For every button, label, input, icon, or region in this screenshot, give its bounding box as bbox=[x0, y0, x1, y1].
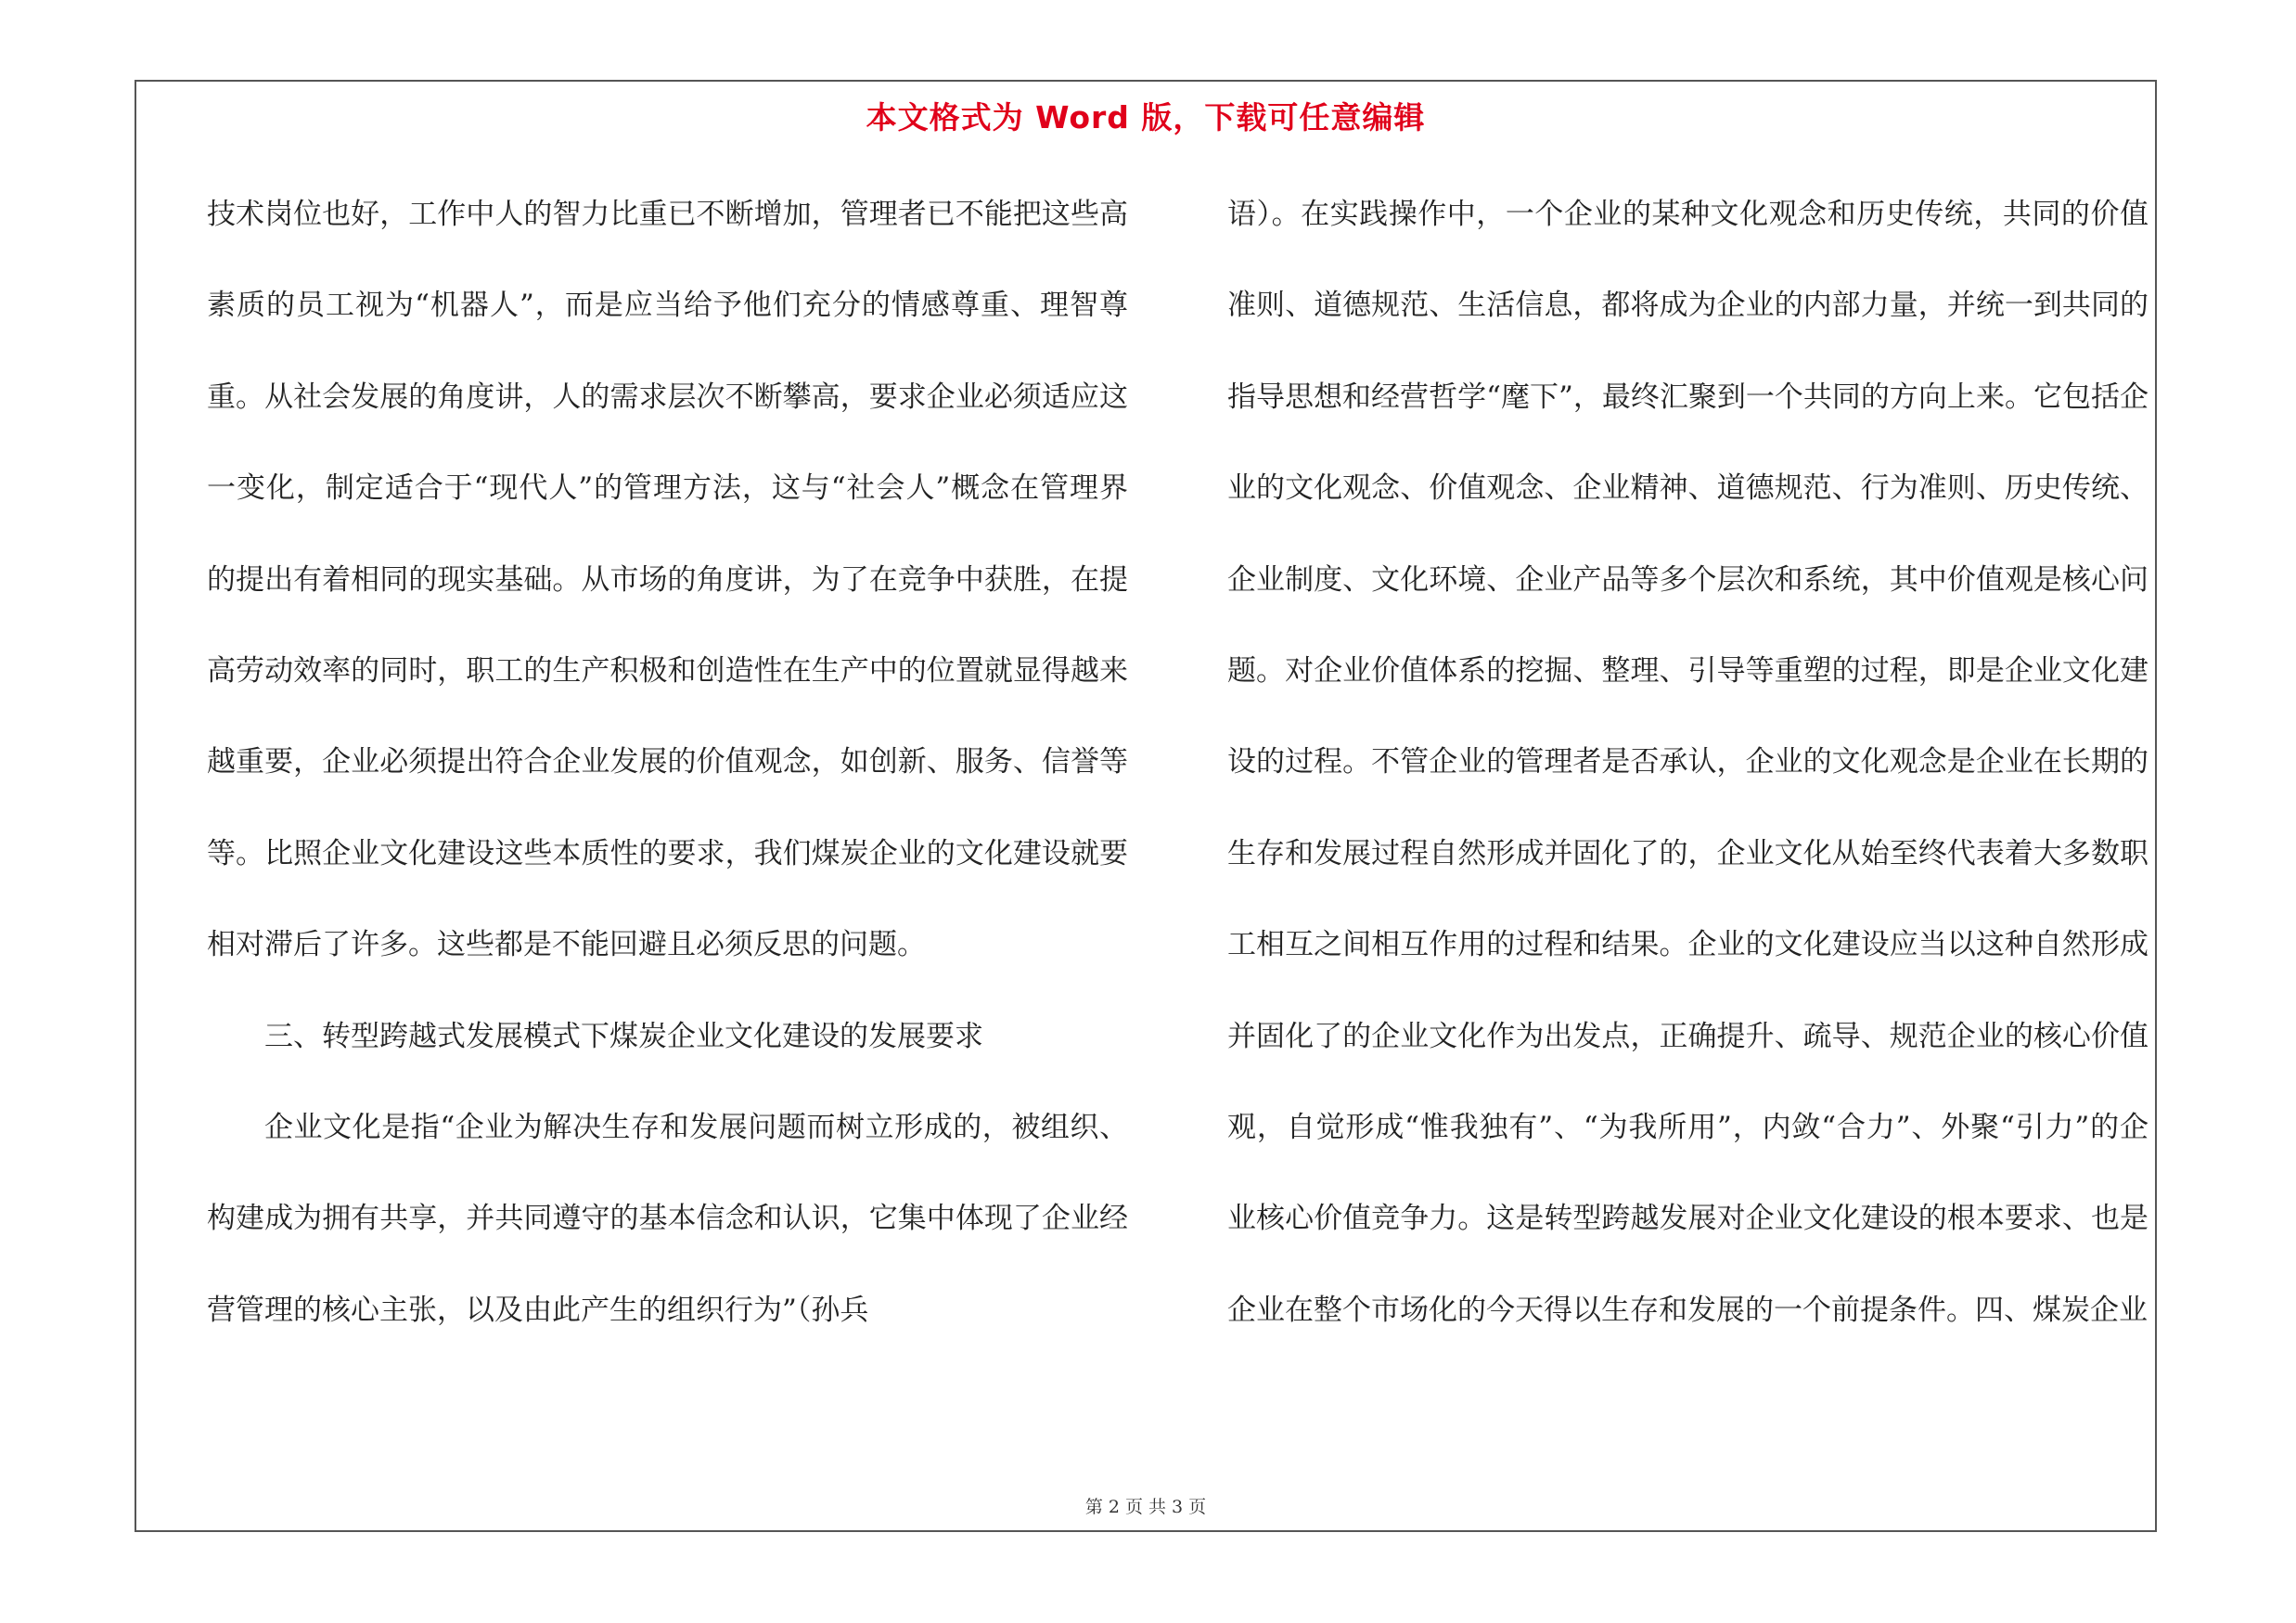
body-paragraph: 企业文化是指“企业为解决生存和发展问题而树立形成的，被组织、构建成为拥有共享，并共同遵守的基本信念和认识，它集中体现了企业经营管理的核心主张，以及由此产生的组织行为”（孙兵 bbox=[207, 1111, 1128, 1327]
page-number-footer: 第 2 页 共 3 页 bbox=[1084, 1497, 1207, 1517]
body-paragraph: 技术岗位也好，工作中人的智力比重已不断增加，管理者已不能把这些高素质的员工视为“机器人”，而是应当给予他们充分的情感尊重、理智尊重。从社会发展的角度讲，人的需求层次不断攀高，要求企业必须适应这一变化，制定适合于“现代人”的管理方法，这与“社会人”概念在管理界的提出有着相同的现实基础。从市场的角度讲，为了在竞争中获胜，在提高劳动效率的同时，职工的生产积极和创造性在生产中的位置就显得越来越重要，企业必须提出符合企业发展的价值观念，如创新、服务、信誉等等。比照企业文化建设这些本质性的要求，我们煤炭企业的文化建设就要相对滞后了许多。这些都是不能回避且必须反思的问题。 bbox=[207, 198, 1128, 962]
section-heading: 三、转型跨越式发展模式下煤炭企业文化建设的发展要求 bbox=[264, 1019, 983, 1053]
body-paragraph: 语）。在实践操作中，一个企业的某种文化观念和历史传统，共同的价值准则、道德规范、生活信息，都将成为企业的内部力量，并统一到共同的指导思想和经营哲学“麾下”，最终汇聚到一个共同的方向上来。它包括企业的文化观念、价值观念、企业精神、道德规范、行为准则、历史传统、企业制度、文化环境、企业产品等多个层次和系统，其中价值观是核心问题。对企业价值体系的挖掘、整理、引导等重塑的过程，即是企业文化建设的过程。不管企业的管理者是否承认，企业的文化观念是企业在长期的生存和发展过程自然形成并固化了的，企业文化从始至终代表着大多数职工相互之间相互作用的过程和结果。企业的文化建设应当以这种自然形成并固化了的企业文化作为出发点，正确提升、疏导、规范企业的核心价值观，自觉形成“惟我独有”、“为我所用”，内敛“合力”、外聚“引力”的企业核心价值竞争力。这是转型跨越发展对企业文化建设的根本要求、也是企业在整个市场化的今天得以生存和发展的一个前提条件。四、煤炭企业 bbox=[1227, 198, 2148, 1327]
page-frame bbox=[135, 80, 2157, 1532]
format-notice-banner: 本文格式为 Word 版，下载可任意编辑 bbox=[866, 99, 1426, 135]
left-text-column bbox=[207, 169, 1128, 1356]
right-text-column bbox=[1227, 169, 2148, 1356]
